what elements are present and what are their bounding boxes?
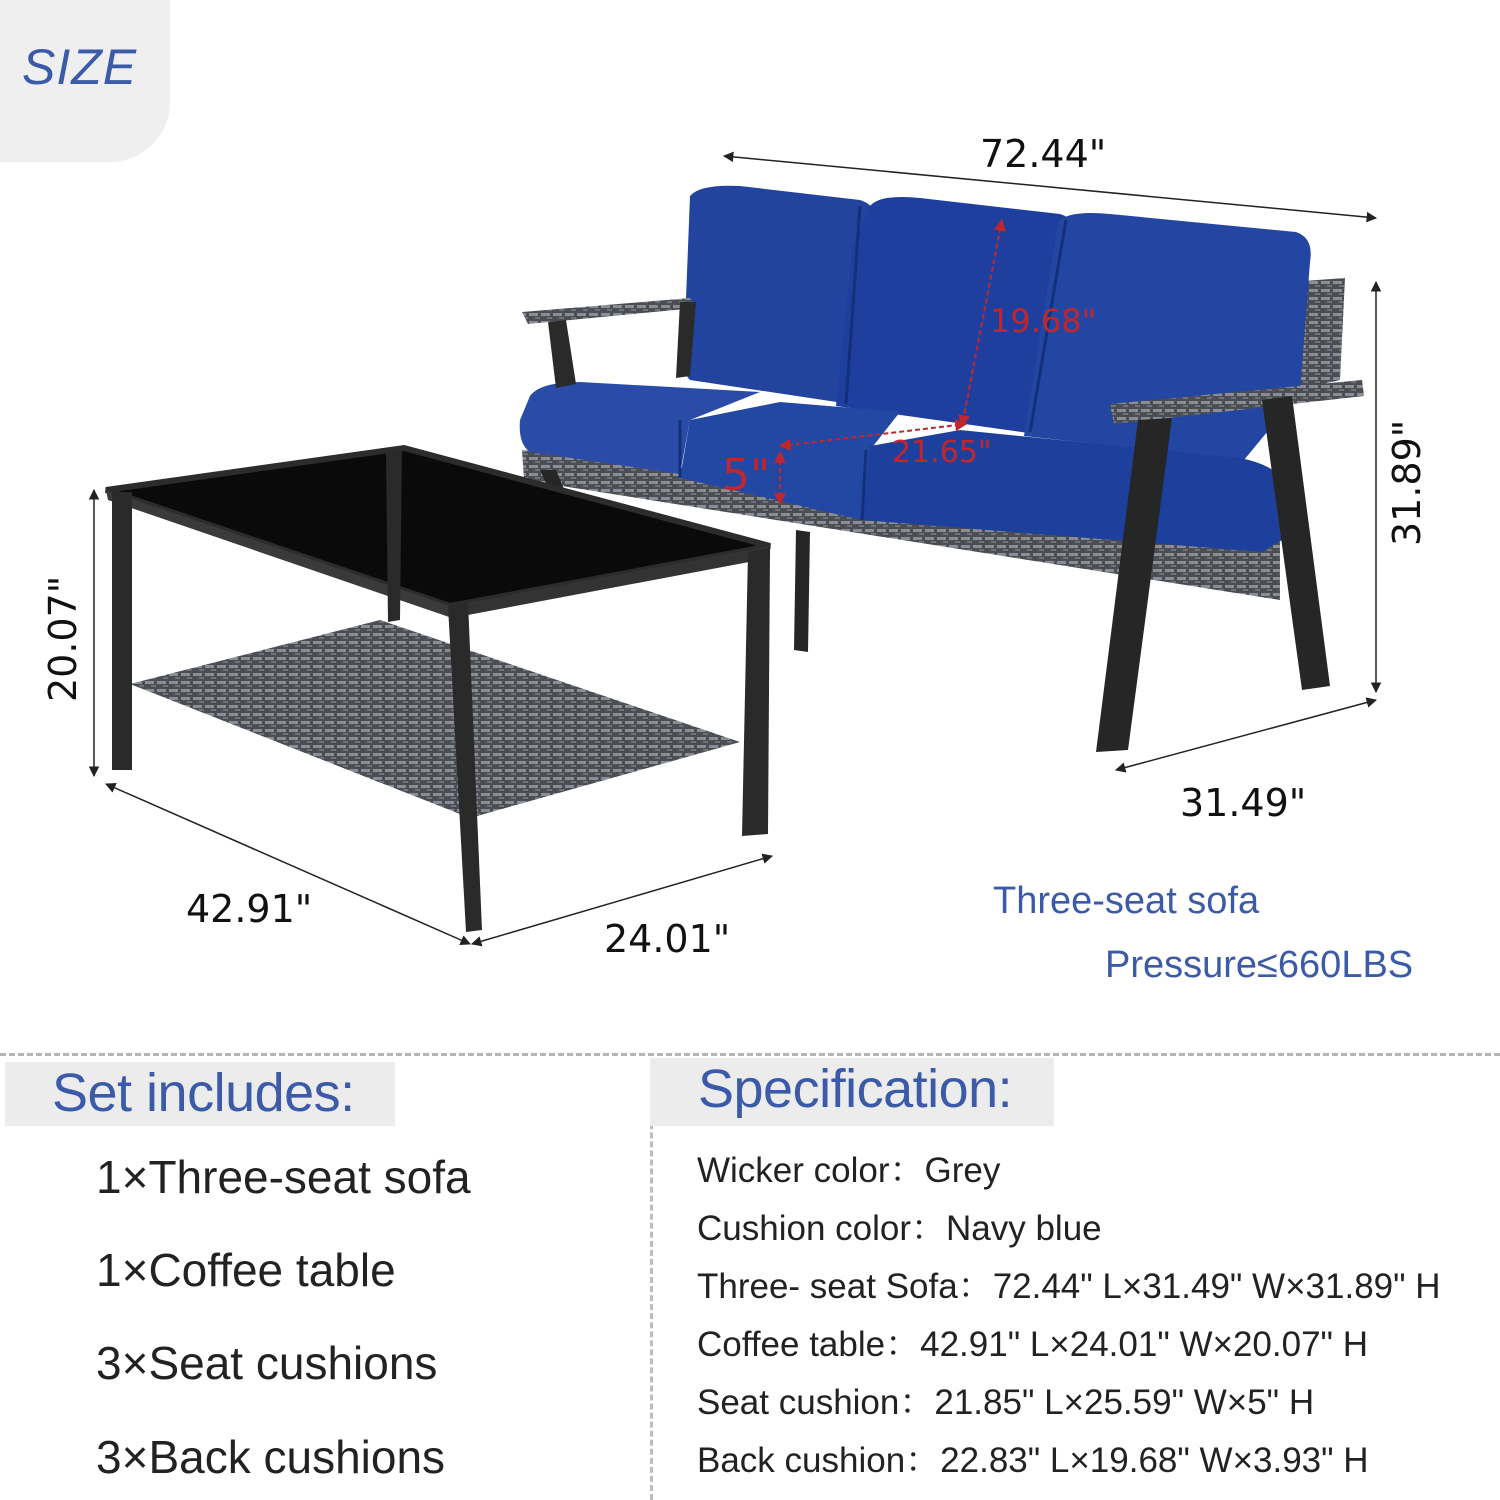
spec-item: Seat cushion：21.85" L×25.59" W×5" H (697, 1383, 1315, 1422)
sofa-caption: Three-seat sofa (993, 880, 1260, 922)
back-height-label: 19.68" (990, 302, 1097, 340)
sofa-width-line (1116, 700, 1376, 770)
sofa-left-arm-post (548, 320, 576, 388)
seat-depth-label: 21.65" (892, 435, 992, 470)
table-lower-shelf (130, 620, 740, 818)
spec-item: Three- seat Sofa：72.44" L×31.49" W×31.89" H (697, 1267, 1441, 1306)
coffee-table (106, 448, 770, 932)
table-height-label: 20.07" (41, 575, 85, 702)
seat-thickness-value: 5" (722, 450, 771, 501)
spec-item: Back cushion：22.83" L×19.68" W×3.93" H (697, 1441, 1369, 1480)
specification-title: Specification: (698, 1059, 1013, 1119)
section-divider (0, 1053, 1500, 1056)
spec-item: Wicker color：Grey (697, 1151, 1001, 1190)
spec-item: Cushion color：Navy blue (697, 1209, 1102, 1248)
table-leg-back (386, 450, 402, 622)
set-item: 1×Coffee table (96, 1244, 396, 1296)
sofa-front-leg (794, 530, 810, 652)
spec-item: Coffee table：42.91" L×24.01" W×20.07" H (697, 1325, 1368, 1364)
set-includes-title: Set includes: (52, 1063, 355, 1123)
pressure-caption: Pressure≤660LBS (1105, 944, 1414, 986)
sofa-width-label: 31.49" (1180, 781, 1307, 825)
size-label: SIZE (22, 39, 138, 95)
sofa-length-label: 72.44" (980, 132, 1107, 176)
table-width-label: 24.01" (604, 917, 731, 961)
table-length-label: 42.91" (186, 887, 313, 931)
table-leg-right (742, 548, 770, 836)
sofa-left-arm (522, 298, 696, 324)
set-item: 3×Back cushions (96, 1431, 446, 1483)
sofa-height-label: 31.89" (1385, 419, 1429, 546)
set-item: 1×Three-seat sofa (96, 1151, 471, 1203)
table-leg-front-left (112, 492, 132, 770)
set-item: 3×Seat cushions (96, 1337, 438, 1389)
column-divider (650, 1060, 653, 1500)
